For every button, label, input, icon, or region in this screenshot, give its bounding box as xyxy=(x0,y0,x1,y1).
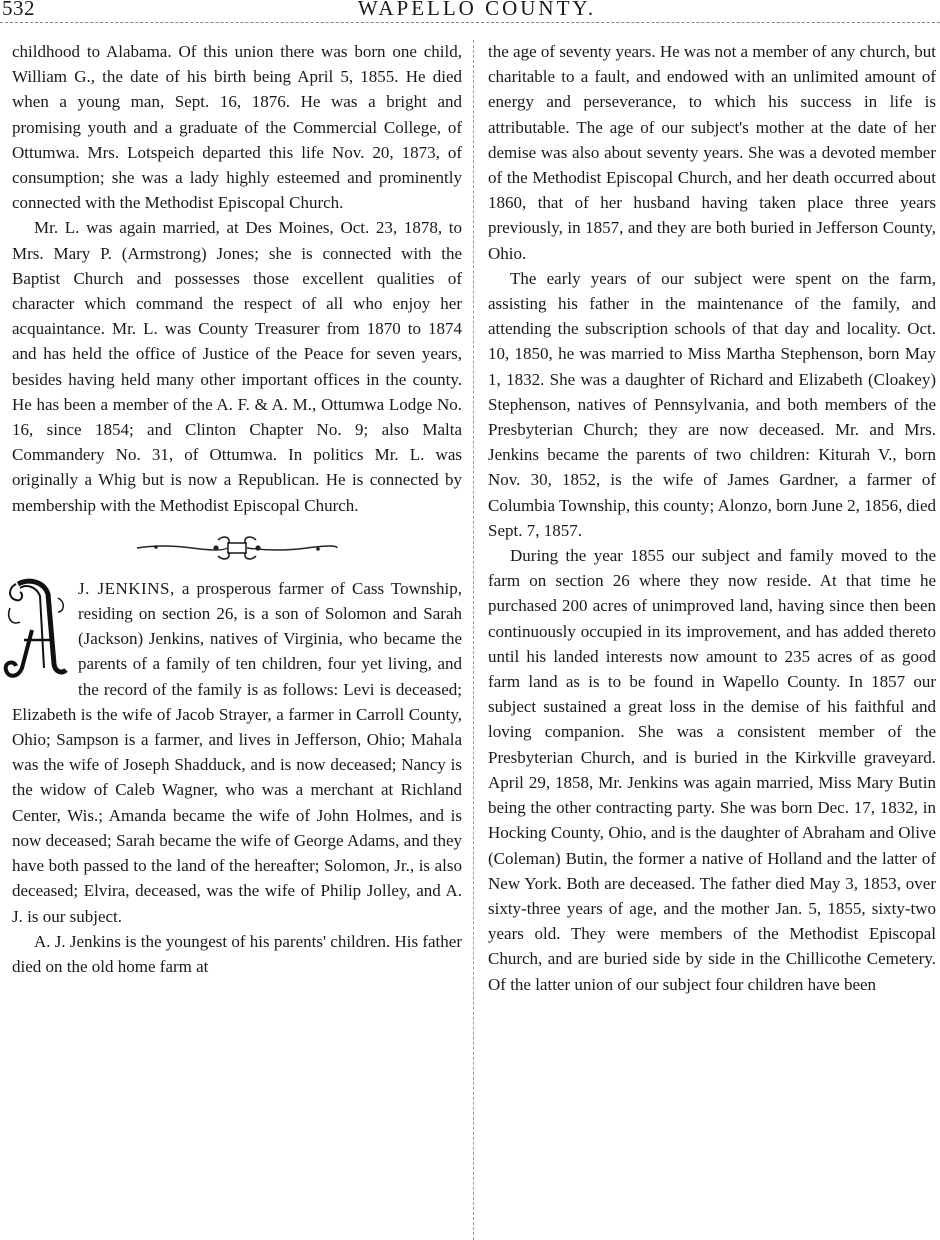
drop-cap xyxy=(2,578,72,682)
right-column xyxy=(488,39,936,997)
ornate-letter-icon xyxy=(2,578,72,682)
paragraph: A. J. Jenkins is the youngest of his parents' children. His father died on the old home farm at xyxy=(12,931,462,976)
paragraph: The early years of our subject were spent on the farm, assisting his father in the maintenance of the family, and attending the subscription schools of that day and locality. Oct. 10, 1850, he was married to Miss Martha Stephenson, born May 1, 1832. She was a daughter of Richard and Elizabeth (Cloakey) Stephenson, natives of Pennsylvania, and both members of the Presbyterian Church; they are now deceased. Mr. and Mrs. Jenkins became the parents of two children: Kiturah V., born Nov. 30, 1852, is the wife of James Gardner, a farmer of Columbia Township, this county; Alonzo, born June 2, 1856, died Sept. 7, 1857. xyxy=(488,268,936,540)
paragraph: During the year 1855 our subject and family moved to the farm on section 26 where they now reside. At that time he purchased 200 acres of unimproved land, having since then been continuously occupied in its improvement, and has added thereto until his landed interests now amount to 235 acres of as good farm land as is to be found in Wapello County. In 1857 our subject sustained a great loss in the demise of his faithful and loving companion. She was a consistent member of the Presbyterian Church, and is buried in the Kirkville graveyard. April 29, 1858, Mr. Jenkins was again married, Miss Mary Butin being the other contracting party. She was born Dec. 17, 1832, in Hocking County, Ohio, and is the daughter of Abraham and Olive (Coleman) Butin, the former a native of Holland and the latter of New York. Both are deceased. The father died May 3, 1853, over sixty-three years of age, and the mother Jan. 5, 1855, sixty-two years old. They were members of the Methodist Episcopal Church, and are buried side by side in the Chillicothe Cemetery. Of the latter union of our subject four children have been xyxy=(488,546,936,994)
left-column xyxy=(12,39,462,979)
biography-subject-name: J. JENKINS, xyxy=(78,578,175,598)
paragraph: childhood to Alabama. Of this union there was born one child, William G., the date of his birth being April 5, 1855. He died when a young man, Sept. 16, 1876. He was a bright and promising youth and a graduate of the Commercial College, of Ottumwa. Mrs. Lotspeich departed this life Nov. 20, 1873, of consumption; she was a lady highly esteemed and prominently connected with the Methodist Episcopal Church. xyxy=(12,42,462,213)
page-header xyxy=(0,0,940,30)
paragraph: Mr. L. was again married, at Des Moines, Oct. 23, 1878, to Mrs. Mary P. (Armstrong) Jones; she is connected with the Baptist Church and possesses those excellent qualities of character which command the respect of all who enjoy her acquaintance. Mr. L. was County Treasurer from 1870 to 1874 and has held the office of Justice of the Peace for seven years, besides having held many other important offices in the county. He has been a member of the A. F. & A. M., Ottumwa Lodge No. 16, since 1854; and Clinton Chapter No. 9; also Malta Commandery No. 31, of Ottumwa. In politics Mr. L. was originally a Whig but is now a Republican. He is connected by membership with the Methodist Episcopal Church. xyxy=(12,218,462,515)
running-head: WAPELLO COUNTY. xyxy=(357,0,597,20)
page-number: 532 xyxy=(2,0,35,20)
column-divider xyxy=(473,40,474,1240)
header-rule xyxy=(0,22,940,23)
biography-paragraph xyxy=(12,576,462,929)
biography-text: a prosperous farmer of Cass Township, residing on section 26, is a son of Solomon and Sarah (Jackson) Jenkins, natives of Virginia, who became the parents of a family of ten children, four yet living, and the record of the family is as follows: Levi is deceased; Elizabeth is the wife of Jacob Strayer, a farmer in Carroll County, Ohio; Sampson is a farmer, and lives in Jefferson, Ohio; Mahala was the wife of Joseph Shadduck, and is now deceased; Nancy is the widow of Caleb Wagner, who was a merchant at Richland Center, Wis.; Amanda became the wife of John Holmes, and is now deceased; Sarah became the wife of George Adams, and they have both passed to the land of the hereafter; Solomon, Jr., is also deceased; Elvira, deceased, was the wife of Philip Jolley, and A. J. is our subject. xyxy=(12,578,462,926)
section-ornament xyxy=(12,532,462,564)
ornament-flourish-icon xyxy=(132,532,342,564)
paragraph: the age of seventy years. He was not a member of any church, but charitable to a fault, and endowed with an unlimited amount of energy and perseverance, to which his success in life is attributable. The age of our subject's mother at the date of her demise was also about seventy years. She was a devoted member of the Methodist Episcopal Church, and her death occurred about 1860, that of her husband having taken place three years previously, in 1857, and they are both buried in Jefferson County, Ohio. xyxy=(488,42,936,263)
